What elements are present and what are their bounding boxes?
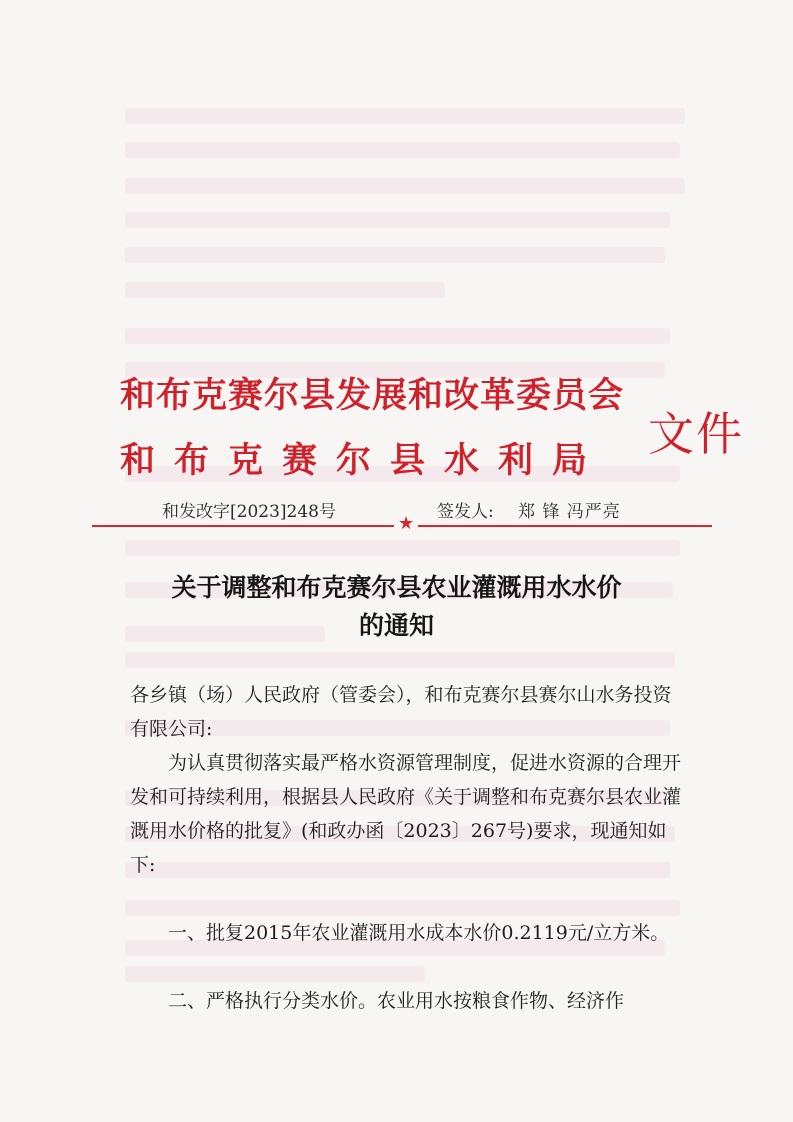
- document-title-line-1: 关于调整和布克赛尔县农业灌溉用水水价: [171, 573, 622, 602]
- body-paragraph-2: 一、批复2015年农业灌溉用水成本水价0.2119元/立方米。: [168, 922, 670, 944]
- document-title-line-2: 的通知: [358, 611, 434, 640]
- body-paragraph-1: 为认真贯彻落实最严格水资源管理制度，促进水资源的合理开发和可持续利用，根据县人民政府《关于调整和布克赛尔县农业灌溉用水价格的批复》(和政办函〔2023〕267号)要求，现通知如下:: [130, 752, 682, 876]
- issuing-org-line-1: 和布克赛尔县发展和改革委员会: [120, 375, 625, 416]
- separator-star-icon: ★: [394, 514, 418, 534]
- file-tag: 文件: [648, 407, 744, 461]
- signer-label: 签发人:: [437, 502, 494, 522]
- issuing-org-line-2: 和布克赛尔县水利局: [120, 440, 607, 481]
- addressee: 各乡镇（场）人民政府（管委会），和布克赛尔县赛尔山水务投资有限公司:: [130, 684, 672, 740]
- signer-names: 郑 锋 冯严亮: [518, 502, 621, 522]
- body-paragraph-3: 二、严格执行分类水价。农业用水按粮食作物、经济作: [168, 990, 625, 1012]
- document-number: 和发改字[2023]248号: [162, 502, 336, 522]
